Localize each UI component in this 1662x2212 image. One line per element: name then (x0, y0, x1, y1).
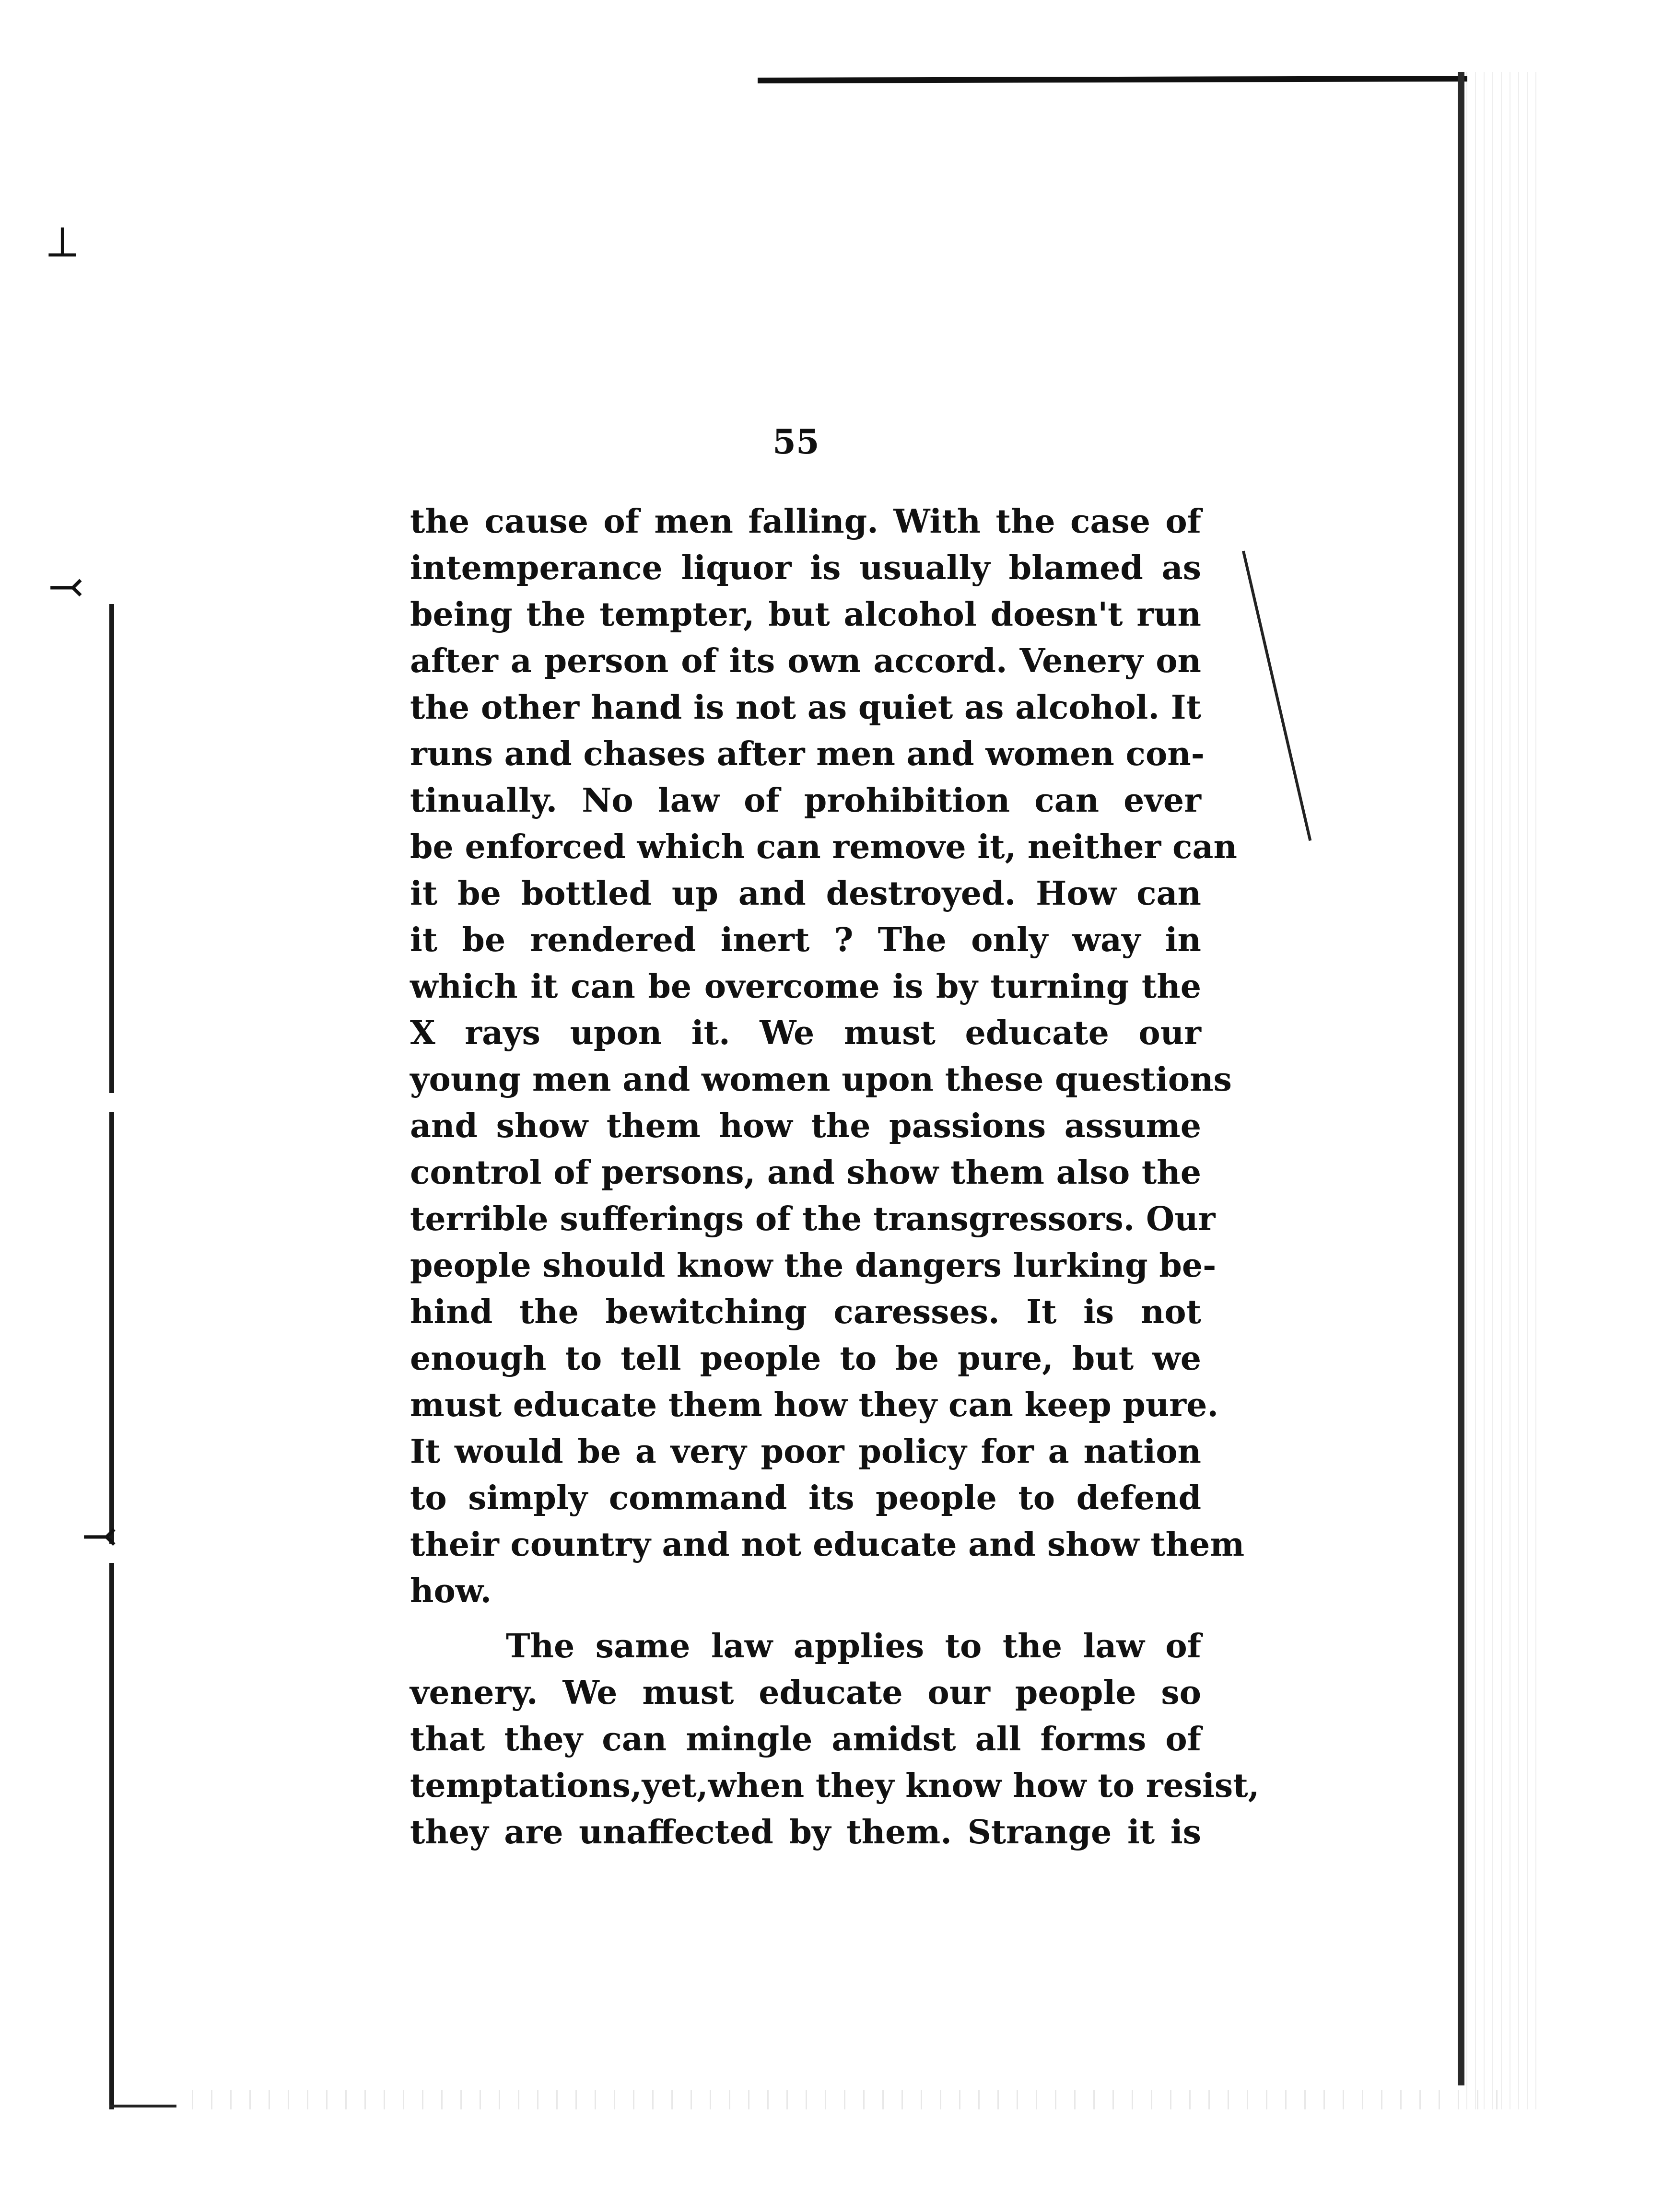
text-line: must educate them how they can keep pure. (410, 1386, 1219, 1424)
page-number: 55 (772, 422, 819, 462)
text-line: The same law applies to the law of (506, 1627, 1201, 1665)
text-line: to simply command its people to defend (410, 1479, 1201, 1517)
paragraph (410, 499, 1245, 1615)
paragraph (410, 1623, 1260, 1856)
binding-tick-mark: ⤙ (48, 562, 84, 612)
text-line: young men and women upon these questions (410, 1060, 1232, 1099)
text-line: that they can mingle amidst all forms of (410, 1720, 1201, 1758)
text-line: tinually. No law of prohibition can ever (410, 781, 1201, 820)
text-line: venery. We must educate our people so (410, 1674, 1201, 1712)
text-line: temptations,yet,when they know how to resist, (410, 1767, 1260, 1805)
page-right-edge (1458, 72, 1464, 2085)
text-line: it be bottled up and destroyed. How can (410, 874, 1201, 913)
text-line: being the tempter, but alcohol doesn't run (410, 595, 1201, 634)
page-left-edge (109, 1112, 114, 1544)
text-line: It would be a very poor policy for a nation (410, 1432, 1201, 1471)
text-line: control of persons, and show them also the (410, 1153, 1201, 1192)
text-line: terrible sufferings of the transgressors. Our (410, 1200, 1216, 1238)
margin-pencil-mark (1242, 551, 1311, 841)
text-line: the cause of men falling. With the case of (410, 502, 1201, 541)
text-line: and show them how the passions assume (410, 1107, 1201, 1145)
binding-shadow (1466, 72, 1538, 2109)
page-top-edge-line (758, 76, 1467, 83)
text-line: be enforced which can remove it, neither can (410, 828, 1237, 866)
page-bottom-edge (109, 2105, 176, 2107)
text-line: X rays upon it. We must educate our (410, 1014, 1201, 1052)
page-left-edge (109, 1563, 114, 2109)
text-line: how. (410, 1572, 492, 1610)
text-line: it be rendered inert ? The only way in (410, 921, 1201, 959)
text-line: intemperance liquor is usually blamed as (410, 549, 1201, 587)
text-line: after a person of its own accord. Venery on (410, 642, 1201, 680)
text-line: the other hand is not as quiet as alcohol. It (410, 688, 1201, 727)
page-left-edge (109, 604, 114, 1093)
text-line: they are unaffected by them. Strange it is (410, 1813, 1201, 1851)
text-line: hind the bewitching caresses. It is not (410, 1293, 1201, 1331)
binding-tick-mark: ⟂ (48, 217, 77, 267)
text-line: which it can be overcome is by turning the (410, 967, 1201, 1006)
binding-tick-mark: ⤙ (82, 1511, 118, 1561)
text-line: their country and not educate and show them (410, 1525, 1245, 1564)
text-line: people should know the dangers lurking be- (410, 1246, 1217, 1285)
scan-noise (192, 2090, 1510, 2109)
body-text (410, 499, 1260, 1856)
text-line: enough to tell people to be pure, but we (410, 1339, 1201, 1378)
text-line: runs and chases after men and women con- (410, 735, 1205, 773)
